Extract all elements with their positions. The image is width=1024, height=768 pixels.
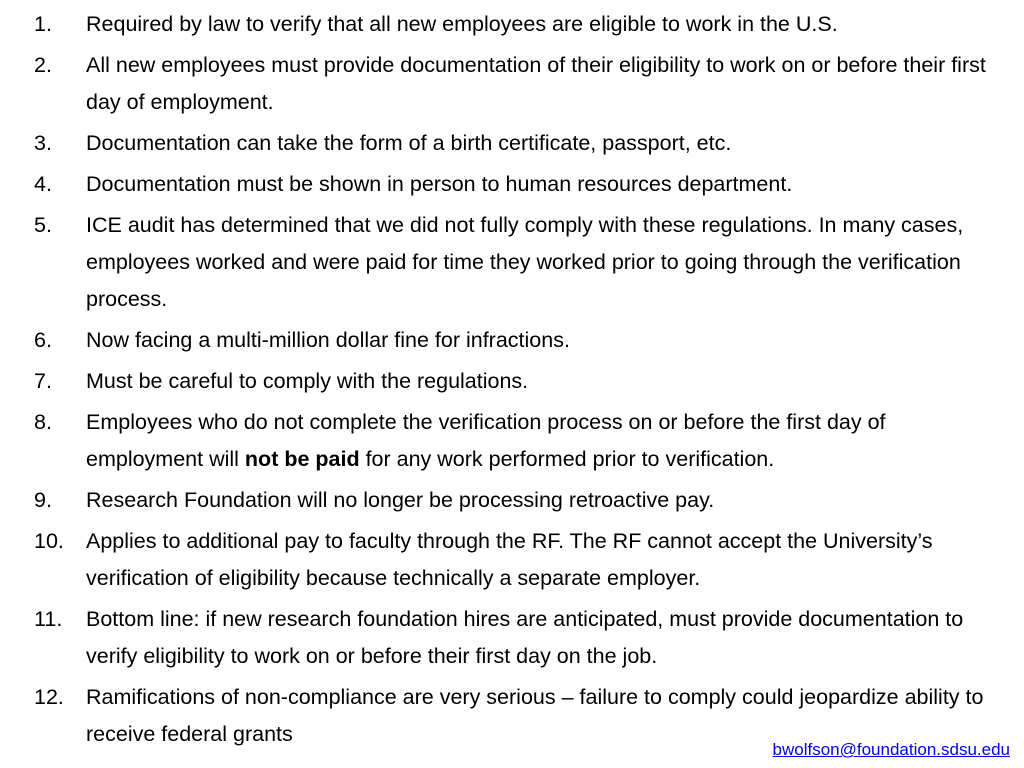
list-item-text: ICE audit has determined that we did not fully comply with these regulations. In many cases, employees worked and were paid for time they worked prior to going through the verification process.	[86, 213, 964, 311]
list-item-number: 12.	[34, 685, 64, 709]
list-item-text	[86, 404, 994, 478]
list-item-number: 8.	[34, 410, 52, 434]
list-item-text: All new employees must provide documentation of their eligibility to work on or before their first day of employment.	[86, 53, 986, 114]
list-item-number: 11.	[34, 607, 63, 631]
list-item-number: 7.	[34, 369, 52, 393]
list-item	[34, 482, 994, 519]
list-item	[34, 47, 994, 121]
emphasis-text: not be paid	[244, 447, 360, 471]
list-item-number: 6.	[34, 328, 52, 352]
list-item	[34, 322, 994, 359]
list-item	[34, 6, 994, 43]
list-item	[34, 523, 994, 597]
list-item-number: 10.	[34, 529, 64, 553]
list-item-text: Required by law to verify that all new employees are eligible to work in the U.S.	[86, 12, 838, 36]
list-item	[34, 601, 994, 675]
list-item-text: Documentation must be shown in person to human resources department.	[86, 172, 793, 196]
list-item-number: 5.	[34, 213, 52, 237]
list-item	[34, 166, 994, 203]
list-item-text: Must be careful to comply with the regulations.	[86, 369, 529, 393]
list-item-number: 3.	[34, 131, 52, 155]
list-item-number: 2.	[34, 53, 52, 77]
list-item	[34, 404, 994, 478]
list-item	[34, 125, 994, 162]
list-item-number: 4.	[34, 172, 52, 196]
list-item-number: 9.	[34, 488, 52, 512]
list-item-text: Applies to additional pay to faculty through the RF. The RF cannot accept the University’s verification of eligibility because technically a separate employer.	[86, 529, 933, 590]
list-item-text: Ramifications of non-compliance are very serious – failure to comply could jeopardize ability to receive federal grants	[86, 685, 984, 746]
list-item-text: Bottom line: if new research foundation hires are anticipated, must provide documentation to verify eligibility to work on or before their first day on the job.	[86, 607, 964, 668]
list-item-text-before: Employees who do not complete the verification process on or before the first day of employment will	[86, 410, 886, 471]
list-item-text-after: for any work performed prior to verification.	[359, 447, 775, 471]
list-item-text: Now facing a multi-million dollar fine for infractions.	[86, 328, 570, 352]
footer-email-link[interactable]: bwolfson@foundation.sdsu.edu	[772, 740, 1010, 759]
numbered-list	[34, 6, 994, 757]
list-item-text: Research Foundation will no longer be processing retroactive pay.	[86, 488, 715, 512]
list-item-text: Documentation can take the form of a birth certificate, passport, etc.	[86, 131, 732, 155]
list-item	[34, 363, 994, 400]
list-item	[34, 207, 994, 318]
list-item-number: 1.	[34, 12, 52, 36]
